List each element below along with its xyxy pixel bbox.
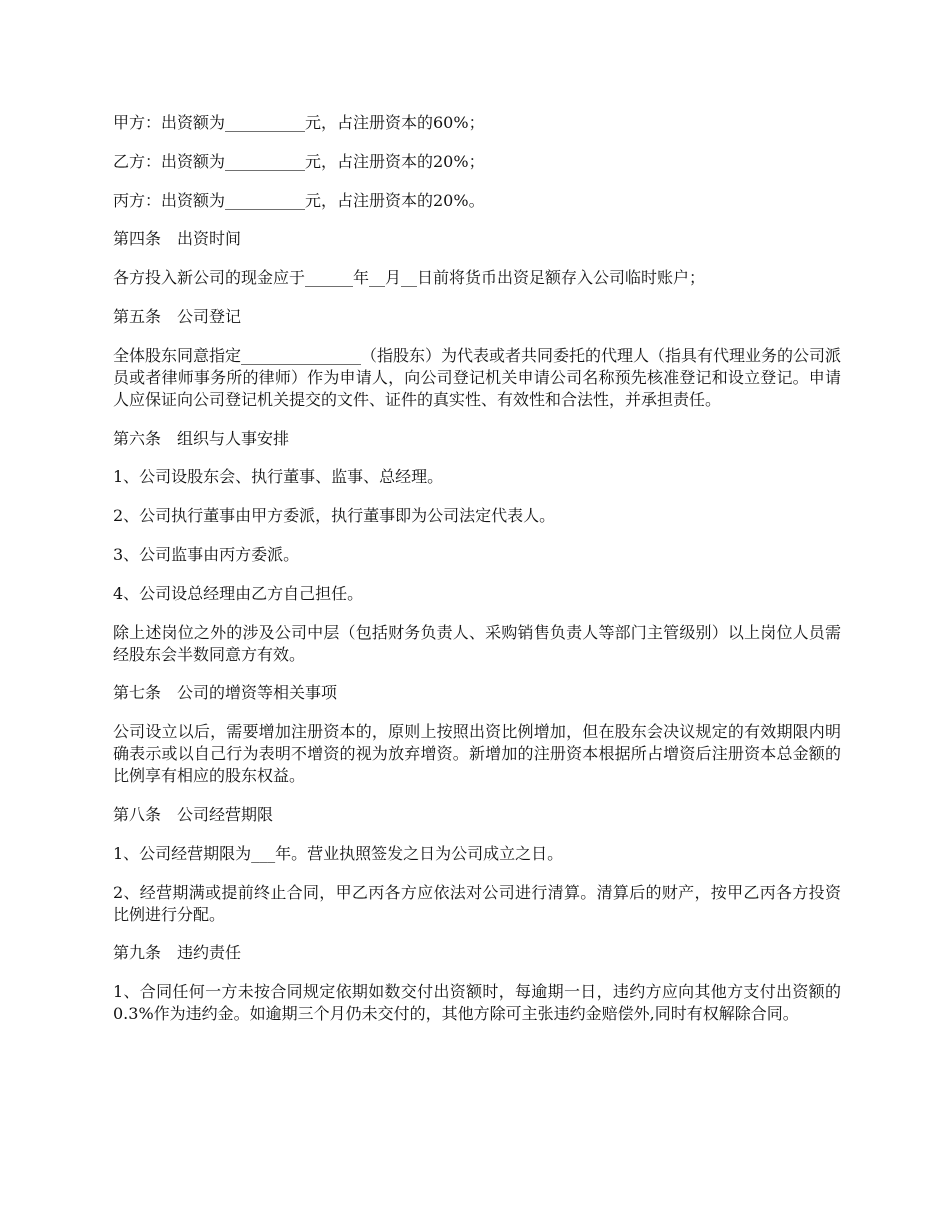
paragraph-company-registration: 全体股东同意指定_______________（指股东）为代表或者共同委托的代理人（指具有代理业务的公司派员或者律师事务所的律师）作为申请人，向公司登记机关申请公司名称预先核准登记和设立登记。申请人应保证向公司登记机关提交的文件、证件的真实性、有效性和合法性，并承担责任。 (113, 345, 842, 409)
paragraph-term-item-1: 1、公司经营期限为___年。营业执照签发之日为公司成立之日。 (113, 843, 564, 863)
paragraph-party-c-capital: 丙方：出资额为__________元，占注册资本的20%。 (113, 190, 485, 210)
heading-article-7: 第七条 公司的增资等相关事项 (113, 683, 338, 703)
paragraph-org-item-2: 2、公司执行董事由甲方委派，执行董事即为公司法定代表人。 (113, 506, 556, 526)
paragraph-org-item-3: 3、公司监事由丙方委派。 (113, 544, 300, 564)
heading-article-9: 第九条 违约责任 (113, 943, 242, 963)
heading-article-4: 第四条 出资时间 (113, 229, 242, 249)
paragraph-org-item-4: 4、公司设总经理由乙方自己担任。 (113, 583, 364, 603)
document-page (113, 112, 841, 1042)
paragraph-org-item-1: 1、公司设股东会、执行董事、监事、总经理。 (113, 467, 444, 487)
paragraph-org-other-positions: 除上述岗位之外的涉及公司中层（包括财务负责人、采购销售负责人等部门主管级别）以上岗位人员需经股东会半数同意方有效。 (113, 622, 841, 664)
paragraph-contribution-deadline: 各方投入新公司的现金应于______年__月__日前将货币出资足额存入公司临时账户； (113, 268, 706, 288)
heading-article-5: 第五条 公司登记 (113, 306, 242, 326)
paragraph-term-item-2: 2、经营期满或提前终止合同，甲乙丙各方应依法对公司进行清算。清算后的财产，按甲乙丙各方投资比例进行分配。 (113, 882, 841, 924)
paragraph-breach-item-1: 1、合同任何一方未按合同规定依期如数交付出资额时，每逾期一日，违约方应向其他方支付出资额的0.3%作为违约金。如逾期三个月仍未交付的，其他方除可主张违约金赔偿外,同时有权解除合同。 (113, 982, 841, 1024)
paragraph-party-b-capital: 乙方：出资额为__________元，占注册资本的20%； (113, 151, 485, 171)
paragraph-party-a-capital: 甲方：出资额为__________元，占注册资本的60%； (113, 113, 485, 132)
heading-article-6: 第六条 组织与人事安排 (113, 428, 290, 448)
heading-article-8: 第八条 公司经营期限 (113, 804, 274, 824)
paragraph-capital-increase: 公司设立以后，需要增加注册资本的，原则上按照出资比例增加，但在股东会决议规定的有效期限内明确表示或以自己行为表明不增资的视为放弃增资。新增加的注册资本根据所占增资后注册资本总金额的比例享有相应的股东权益。 (113, 722, 841, 786)
